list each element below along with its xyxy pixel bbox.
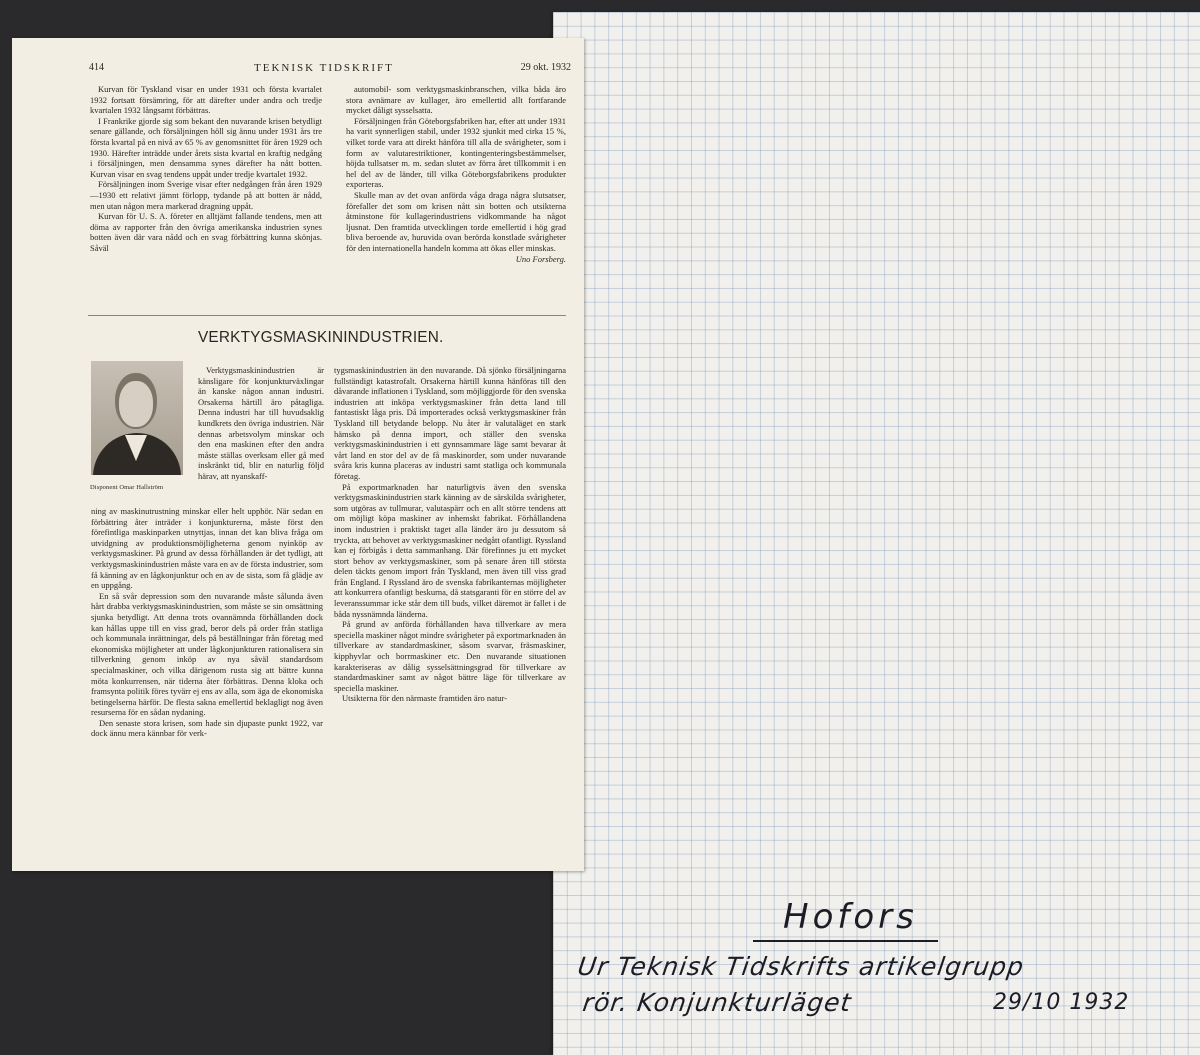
page-number: 414 [89,62,104,73]
handwritten-date: 29/10 1932 [993,990,1130,1015]
photo-face [119,381,153,427]
prev-article-right-column [346,84,566,264]
newspaper-clipping [12,38,584,871]
article-right-column [334,365,566,704]
running-head [89,62,579,76]
author-signature: Uno Forsberg. [515,253,566,264]
article-title: VERKTYGSMASKININDUSTRIEN. [198,329,444,346]
paragraph: automobil- som verktygsmaskinbranschen, vilka båda äro stora avnämare av kullager, äro emellertid allt fortfarande mycket dåligt sysselsatta. [346,84,566,116]
paragraph: På exportmarknaden har naturligtvis även den svenska verktygsmaskinindustrien stark känning av de särskilda svårigheter, som utgöras av tullmurar, valutaspärr och en allt större tendens att om möjligt köpa maskiner av inhemskt fabrikat. Förhållandena inom industrien i praktiskt taget alla länder äro ju dessutom så tryckta, att behovet av verktygsmaskiner nedgått ofantligt. Ryssland kan ej förbigås i detta sammanhang. Där förefinnes ju ett mycket stort behov av verktygsmaskiner, som på senare åren till största delen täckts genom import från Tyskland, men även till viss grad från England. I Ryssland äro de svenska fabrikanternas möjligheter att konkurrera ofantligt beskurna, då statsgaranti för en större del av leveranssummar icke står dem till buds, vilket däremot är fallet i de båda nyssnämnda länderna. [334,481,566,619]
paragraph: Den senaste stora krisen, som hade sin djupaste punkt 1922, var dock ännu mera kännbar för verk- [91,717,323,739]
paragraph: Verktygsmaskinindustrien är känsligare för konjunkturväxlingar än kanske någon annan industri. Orsakerna härtill äro påtagliga. Denna industri har till huvudsaklig kundkrets den övriga industrien. När dennas arbetsvolym minskar och den ena maskinen efter den andra måste ställas overksam eller gå med inskränkt tid, blir en naturlig följd härav, att nyanskaff- [198,365,324,481]
handwritten-line-2: rör. Konjunkturläget [580,988,854,1017]
paragraph: tygsmaskinindustrien än den nuvarande. Då sjönko försäljningarna fullständigt katastrofalt. Orsakerna härtill kunna hänföras till den dåvarande inflationen i Tyskland, som möjliggjorde för den svenska industrien att inköpa verktygsmaskiner från detta land till fantastiskt låga pris. Då importerades också verktygsmaskiner från Tyskland till betydande belopp. Nu åter är valutaläget en stark hämsko på denna import, och ställer den svenska verktygsmaskinindustrien i ett gynnsammare läge samt bevarar åt vårt land en stor del av de få maskinorder, som under nuvarande svåra kris kunna placeras av industri samt statliga och kommunala företag. [334,365,566,481]
graph-paper-sheet [553,12,1200,1055]
journal-name: TEKNISK TIDSKRIFT [254,62,394,74]
photo-caption: Disponent Omar Hallström [90,484,164,491]
paragraph: Utsikterna för den närmaste framtiden äro natur- [342,693,508,704]
article-intro-column [198,365,324,482]
handwritten-title: Hofors [783,897,918,937]
paragraph: En så svår depression som den nuvarande måste sålunda även hårt drabba verktygsmaskinindustrien, som måste se sin omsättning sjunka betydligt. Att denna trots ovannämnda förhållanden dock kan hållas uppe till en viss grad, beror dels på order från statliga och kommunala inrättningar, dels på beställningar från företag med ekonomiska möjligheter att under lågkonjunkturen rationalisera sin tillverkning genom inköp av nya såväl standardsom specialmaskiner, och vilka därigenom rusta sig att bättre kunna möta konkurrensen, när tiderna åter förbättras. Denna kloka och framsynta politik föres tyvärr ej ens av alla, som äga de ekonomiska betingelserna härför. De flesta sakna emellertid beklagligt nog även resurserna för en sådan nydaning. [91,590,323,718]
paragraph: Kurvan för U. S. A. företer en alltjämt fallande tendens, men att döma av rapporter från den övriga amerikanska industrien synes botten även där vara nådd och en svag förbättring kunna skönjas. Såväl [90,211,322,253]
paragraph: Kurvan för Tyskland visar en under 1931 och första kvartalet 1932 fortsatt försämring, för att därefter under andra och tredje kvartalen 1932 långsamt förbättras. [90,84,322,116]
paragraph: Försäljningen inom Sverige visar efter nedgången från åren 1929—1930 ett relativt jämnt förlopp, tydande på att botten är nådd, men utan någon mera markerad dragning uppåt. [90,179,322,211]
paragraph: ning av maskinutrustning minskar eller helt upphör. När sedan en förbättring åter inträder i konjunkturerna, måste först den förefintliga maskinparken utnyttjas, innan det kan bliva fråga om utvidgning av produktionsmöjligheterna genom nyinköp av verktygsmaskiner. På grund av dessa förhållanden är det tydligt, att verktygsmaskinindustrien måste vara en av de första industrier, som få känning av en lågkonjunktur och en av de sista, som få glädje av en uppgång. [91,506,323,591]
paragraph: Försäljningen från Göteborgsfabriken har, efter att under 1931 ha varit synnerligen stabil, under 1932 sjunkit med cirka 15 %, vilket torde vara att direkt hänföra till alla de svårigheter, som i form av valutarestriktioner, kontingenteringsbestämmelser, höjda tullsatser m. m. sedan slutet av förra året tillkommit i en hel del av de länder, till vilka Göteborgsfabrikens produkter exporteras. [346,115,566,190]
title-underline [753,940,938,942]
issue-date: 29 okt. 1932 [520,62,571,73]
portrait-photo [91,361,183,475]
article-title-block [198,329,558,347]
paragraph: I Frankrike gjorde sig som bekant den nuvarande krisen betydligt senare gällande, och försäljningen höll sig ännu under 1931 års tre första kvartal på en nivå av 65 % av genomsnittet för åren 1929 och 1930. Härefter inträdde under årets sista kvartal en kraftig nedgång i försäljningen, men densamma synes därefter ha nått botten. Kurvan visar en svag tendens uppåt under tredje kvartalet 1932. [90,115,322,179]
section-divider [88,315,566,316]
article-left-column [91,506,323,739]
prev-article-left-column [90,84,322,254]
handwritten-line-1: Ur Teknisk Tidskrifts artikelgrupp [575,952,1027,981]
paragraph: På grund av anförda förhållanden hava tillverkare av mera speciella maskiner något mindre svårigheter på exportmarknaden än tillverkare av standardmaskiner, såsom svarvar, fräsmaskiner, kipphyvlar och borrmaskiner etc. Den nuvarande situationen karakteriseras av dålig sysselsättningsgrad för tillverkare av standardmaskiner samt av något bättre läge för tillverkare av speciella maskiner. [334,619,567,693]
paragraph: Skulle man av det ovan anförda våga draga några slutsatser, förefaller det som om krisen nått sin botten och utsikterna åtminstone för kullagerindustriens vidkommande ha något ljusnat. Den framtida utvecklingen torde emellertid i hög grad bliva beroende av, huruvida ovan berörda konstlade svårigheter för den internationella handeln komma att ökas eller minskas. [346,189,566,253]
